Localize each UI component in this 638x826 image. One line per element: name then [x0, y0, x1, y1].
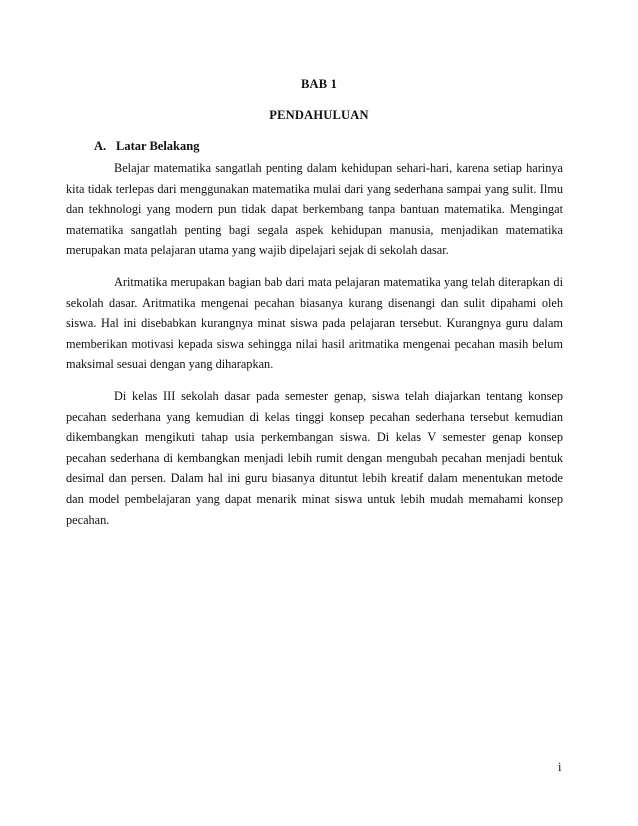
section-marker: A. [94, 139, 107, 153]
paragraph: Di kelas III sekolah dasar pada semester genap, siswa telah diajarkan tentang konsep pecahan sederhana yang kemudian di kelas tinggi konsep pecahan sederhana tersebut kemudian dikembangkan mengikuti tahap usia perkembangan siswa. Di kelas V semester genap konsep pecahan sederhana di kembangkan menjadi lebih rumit dengan mengubah pecahan menjadi bentuk desimal dan persen. Dalam hal ini guru biasanya dituntut lebih kreatif dalam menentukan metode dan model pembelajaran yang dapat menarik minat siswa untuk lebih mudah memahami konsep pecahan. [66, 388, 563, 527]
chapter-number: BAB 1 [300, 77, 338, 91]
section-title: Latar Belakang [116, 139, 200, 153]
body-text [66, 158, 563, 541]
paragraph: Aritmatika merupakan bagian bab dari mata pelajaran matematika yang telah diterapkan di sekolah dasar. Aritmatika mengenai pecahan biasanya kurang disenangi dan sulit dipahami oleh siswa. Hal ini disebabkan kurangnya minat siswa pada pelajaran tersebut. Kurangnya guru dalam memberikan motivasi kepada siswa sehingga nilai hasil aritmatika mengenai pecahan masih belum maksimal sesuai dengan yang diharapkan. [66, 274, 563, 372]
paragraph: Belajar matematika sangatlah penting dalam kehidupan sehari-hari, karena setiap harinya kita tidak terlepas dari menggunakan matematika mulai dari yang sederhana sampai yang sulit. Ilmu dan tekhnologi yang modern pun tidak dapat berkembang tanpa bantuan matematika. Mengingat matematika sangatlah penting bagi segala aspek kehidupan manusia, menjadikan matematika merupakan mata pelajaran utama yang wajib dipelajari sejak di sekolah dasar. [66, 161, 563, 258]
section-heading [94, 139, 199, 154]
page-number: i [558, 760, 562, 774]
chapter-title: PENDAHULUAN [269, 108, 369, 122]
